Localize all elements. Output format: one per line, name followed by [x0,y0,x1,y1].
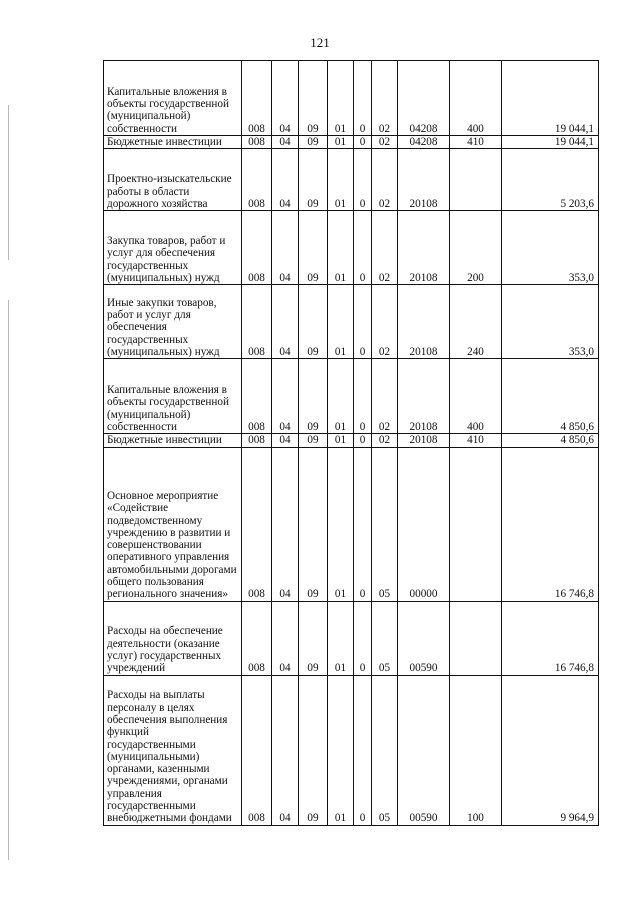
section-code: 04 [272,675,299,825]
event-code: 02 [372,149,398,211]
direction-code: 00590 [398,675,450,825]
subprogram-code: 0 [354,285,372,359]
section-code: 04 [272,434,299,447]
expense-type-code: 400 [450,359,502,434]
program-code: 01 [328,285,354,359]
section-code: 04 [272,211,299,285]
admin-code: 008 [242,359,272,434]
event-code: 05 [372,675,398,825]
row-name-cell [104,149,242,211]
program-code: 01 [328,601,354,675]
amount-cell: 353,0 [502,285,599,359]
admin-code: 008 [242,136,272,149]
row-name: Основное мероприятие «Содействие подведомственному учреждению в развитии и совершенствовании оперативного управления автомобильными дорогами общего пользования регионального значения» [107,489,237,601]
expense-type-code: 410 [450,136,502,149]
expense-type-code: 400 [450,61,502,136]
margin-line-lower [8,300,9,860]
section-code: 04 [272,149,299,211]
section-code: 04 [272,601,299,675]
row-name: Бюджетные инвестиции [107,434,222,447]
section-code: 04 [272,447,299,601]
row-name: Расходы на выплаты персоналу в целях обеспечения выполнения функций государственными (муниципальными) органами, казенными учреждениями, органами управления государственными внебюджетными фондами [107,689,232,825]
event-code: 02 [372,359,398,434]
event-code: 02 [372,211,398,285]
amount-cell: 4 850,6 [502,434,599,447]
table-row [104,601,599,675]
admin-code: 008 [242,61,272,136]
program-code: 01 [328,211,354,285]
event-code: 02 [372,61,398,136]
row-name-cell [104,601,242,675]
expense-type-code [450,149,502,211]
table-row [104,61,599,136]
direction-code: 20108 [398,434,450,447]
section-code: 04 [272,285,299,359]
subsection-code: 09 [299,285,328,359]
expense-type-code [450,601,502,675]
row-name: Закупка товаров, работ и услуг для обеспечения государственных (муниципальных) нужд [107,235,226,284]
row-name: Капитальные вложения в объекты государственной (муниципальной) собственности [107,384,229,433]
table-row [104,447,599,601]
direction-code: 20108 [398,285,450,359]
row-name-cell [104,211,242,285]
direction-code: 20108 [398,359,450,434]
admin-code: 008 [242,285,272,359]
admin-code: 008 [242,601,272,675]
direction-code: 20108 [398,149,450,211]
section-code: 04 [272,61,299,136]
admin-code: 008 [242,211,272,285]
subsection-code: 09 [299,211,328,285]
row-name-cell [104,61,242,136]
row-name-cell [104,447,242,601]
row-name-cell [104,675,242,825]
program-code: 01 [328,675,354,825]
amount-cell: 4 850,6 [502,359,599,434]
amount-cell: 16 746,8 [502,601,599,675]
budget-table [103,60,599,826]
amount-cell: 9 964,9 [502,675,599,825]
subsection-code: 09 [299,149,328,211]
subsection-code: 09 [299,601,328,675]
amount-cell: 353,0 [502,211,599,285]
expense-type-code: 240 [450,285,502,359]
program-code: 01 [328,434,354,447]
subsection-code: 09 [299,434,328,447]
event-code: 02 [372,434,398,447]
table-row [104,359,599,434]
subprogram-code: 0 [354,136,372,149]
program-code: 01 [328,136,354,149]
admin-code: 008 [242,675,272,825]
page-number: 121 [310,35,330,50]
program-code: 01 [328,149,354,211]
row-name-cell [104,285,242,359]
section-code: 04 [272,136,299,149]
event-code: 05 [372,447,398,601]
direction-code: 04208 [398,61,450,136]
program-code: 01 [328,359,354,434]
amount-cell: 19 044,1 [502,61,599,136]
margin-line-upper [8,105,9,260]
row-name: Иные закупки товаров, работ и услуг для обеспечения государственных (муниципальных) нужд [107,296,220,358]
event-code: 02 [372,136,398,149]
row-name: Капитальные вложения в объекты государственной (муниципальной) собственности [107,85,229,135]
amount-cell: 16 746,8 [502,447,599,601]
subprogram-code: 0 [354,149,372,211]
row-name: Бюджетные инвестиции [107,136,222,148]
direction-code: 00590 [398,601,450,675]
subprogram-code: 0 [354,434,372,447]
direction-code: 04208 [398,136,450,149]
table-row [104,211,599,285]
program-code: 01 [328,447,354,601]
expense-type-code [450,447,502,601]
subsection-code: 09 [299,61,328,136]
row-name-cell [104,434,242,447]
table-row [104,136,599,149]
expense-type-code: 200 [450,211,502,285]
subsection-code: 09 [299,447,328,601]
section-code: 04 [272,359,299,434]
direction-code: 20108 [398,211,450,285]
table-row [104,285,599,359]
row-name-cell [104,136,242,149]
direction-code: 00000 [398,447,450,601]
subsection-code: 09 [299,675,328,825]
subprogram-code: 0 [354,675,372,825]
expense-type-code: 100 [450,675,502,825]
admin-code: 008 [242,149,272,211]
expense-type-code: 410 [450,434,502,447]
amount-cell: 5 203,6 [502,149,599,211]
amount-cell: 19 044,1 [502,136,599,149]
program-code: 01 [328,61,354,136]
row-name-cell [104,359,242,434]
subsection-code: 09 [299,359,328,434]
subprogram-code: 0 [354,211,372,285]
subprogram-code: 0 [354,447,372,601]
event-code: 02 [372,285,398,359]
event-code: 05 [372,601,398,675]
admin-code: 008 [242,434,272,447]
table-row [104,675,599,825]
table-row [104,434,599,447]
subprogram-code: 0 [354,601,372,675]
admin-code: 008 [242,447,272,601]
subsection-code: 09 [299,136,328,149]
row-name: Расходы на обеспечение деятельности (оказание услуг) государственных учреждений [107,625,223,675]
subprogram-code: 0 [354,61,372,136]
row-name: Проектно-изыскательские работы в области дорожного хозяйства [107,173,232,210]
table-row [104,149,599,211]
subprogram-code: 0 [354,359,372,434]
